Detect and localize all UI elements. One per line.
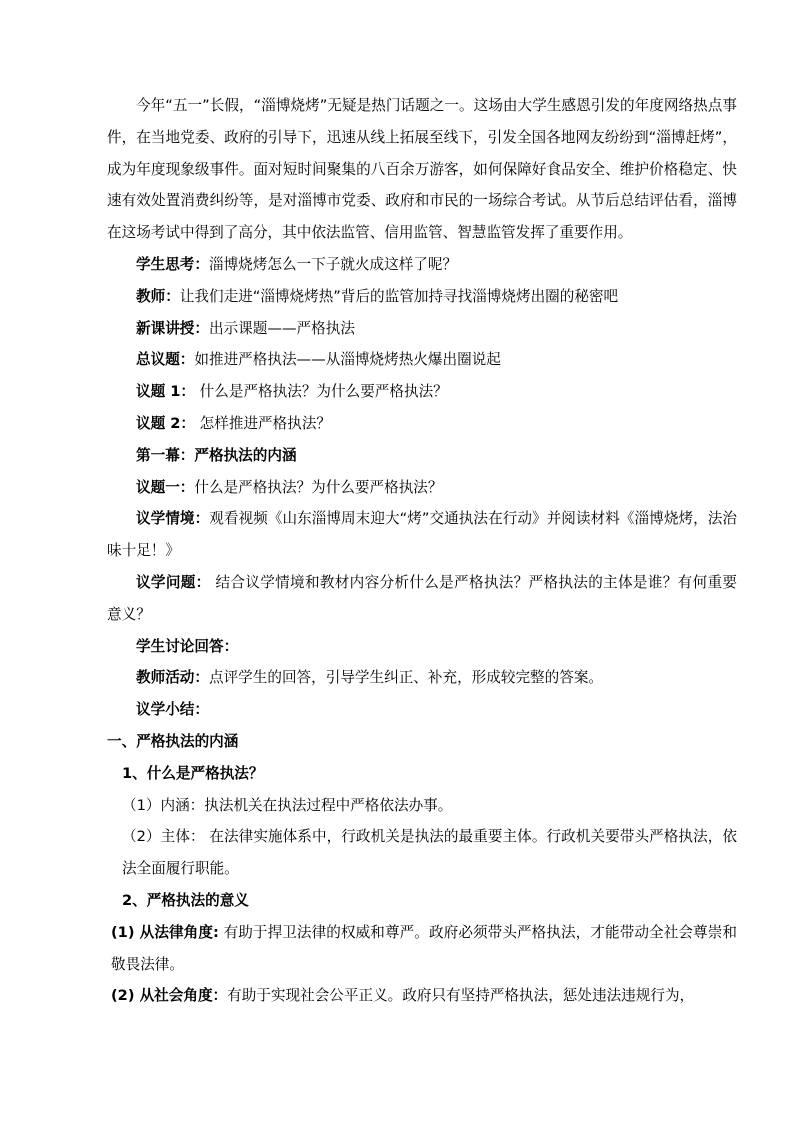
document-body [107,90,737,1012]
line-text: 如推进严格执法——从淄博烧烤热火爆出圈说起 [194,351,501,369]
line-label: 议题一： [136,478,195,496]
question-label: 议学问题： [136,573,211,591]
line-text: 让我们走进“淄博烧烤热”背后的监管加持寻找淄博烧烤出圈的秘密吧 [179,287,619,305]
meaning-law-item [107,917,737,981]
teacher-activity-label: 教师活动： [136,669,209,687]
intro-paragraph: 今年“五一”长假，“淄博烧烤”无疑是热门话题之一。这场由大学生感恩引发的年度网络热点事件，在当地党委、政府的引导下，迅速从线上拓展至线下，引发全国各地网友纷纷到“淄博赶烤”，成为年度现象级事件。面对短时间聚集的八百余万游客，如何保障好食品安全、维护价格稳定、快速有效处置消费纠纷等，是对淄博市党委、政府和市民的一场综合考试。从节后总结评估看，淄博在这场考试中得到了高分，其中依法监管、信用监管、智慧监管发挥了重要作用。 [107,97,737,242]
student-thinking-line [107,249,737,281]
line-label: 议题 1： [136,383,196,401]
discussion-line [107,631,737,663]
meaning-society-text: 有助于实现社会公平正义。政府只有坚持严格执法，惩处违法违规行为， [227,987,695,1005]
definition-item: （1）内涵：执法机关在执法过程中严格依法办事。 [122,796,453,814]
topic-one-line [107,472,737,504]
subsection-meaning: 2、严格执法的意义 [122,891,249,909]
situation-paragraph [107,503,737,567]
new-lesson-line [107,313,737,345]
section-heading: 一、严格执法的内涵 [107,732,239,750]
meaning-law-text: 有助于捍卫法律的权威和尊严。政府必须带头严格执法，才能带动全社会尊崇和敬畏法律。 [111,923,737,973]
line-label: 新课讲授： [136,319,209,337]
question-text: 结合议学情境和教材内容分析什么是严格执法？严格执法的主体是谁？有何重要意义？ [107,573,737,623]
teacher-line [107,281,737,313]
summary-line [107,694,737,726]
meaning-society-item [107,980,737,1012]
line-label: 学生思考： [136,255,209,273]
summary-label: 议学小结： [136,701,209,719]
line-label: 总议题： [136,351,195,369]
situation-label: 议学情境： [136,510,210,528]
subject-item: （2）主体： 在法律实施体系中，行政机关是执法的最重要主体。行政机关要带头严格执法，依法全面履行职能。 [122,828,737,878]
act-one-heading [107,440,737,472]
line-text: 怎样推进严格执法？ [195,414,332,432]
meaning-law-label: (1) 从法律角度: [111,923,219,941]
line-text: 淄博烧烤怎么一下子就火成这样了呢？ [208,255,458,273]
line-label: 教师： [136,287,180,305]
line-label: 议题 2： [136,414,196,432]
line-text: 什么是严格执法？为什么要严格执法？ [195,383,448,401]
situation-text: 观看视频《山东淄博周末迎大“烤”交通执法在行动》并阅读材料《淄博烧烤，法治味十足！》 [107,510,737,560]
teacher-activity-text: 点评学生的回答，引导学生纠正、补充，形成较完整的答案。 [208,669,604,687]
topic-1-line [107,376,737,408]
subsection-what-is: 1、什么是严格执法？ [122,764,264,782]
discussion-label: 学生讨论回答： [136,637,239,655]
main-topic-line [107,344,737,376]
meaning-society-label: (2) 从社会角度： [111,987,228,1005]
question-paragraph [107,567,737,631]
topic-2-line [107,408,737,440]
line-label: 第一幕：严格执法的内涵 [136,446,297,464]
line-text: 什么是严格执法？为什么要严格执法？ [194,478,443,496]
line-text: 出示课题——严格执法 [208,319,355,337]
teacher-activity-line [107,662,737,694]
